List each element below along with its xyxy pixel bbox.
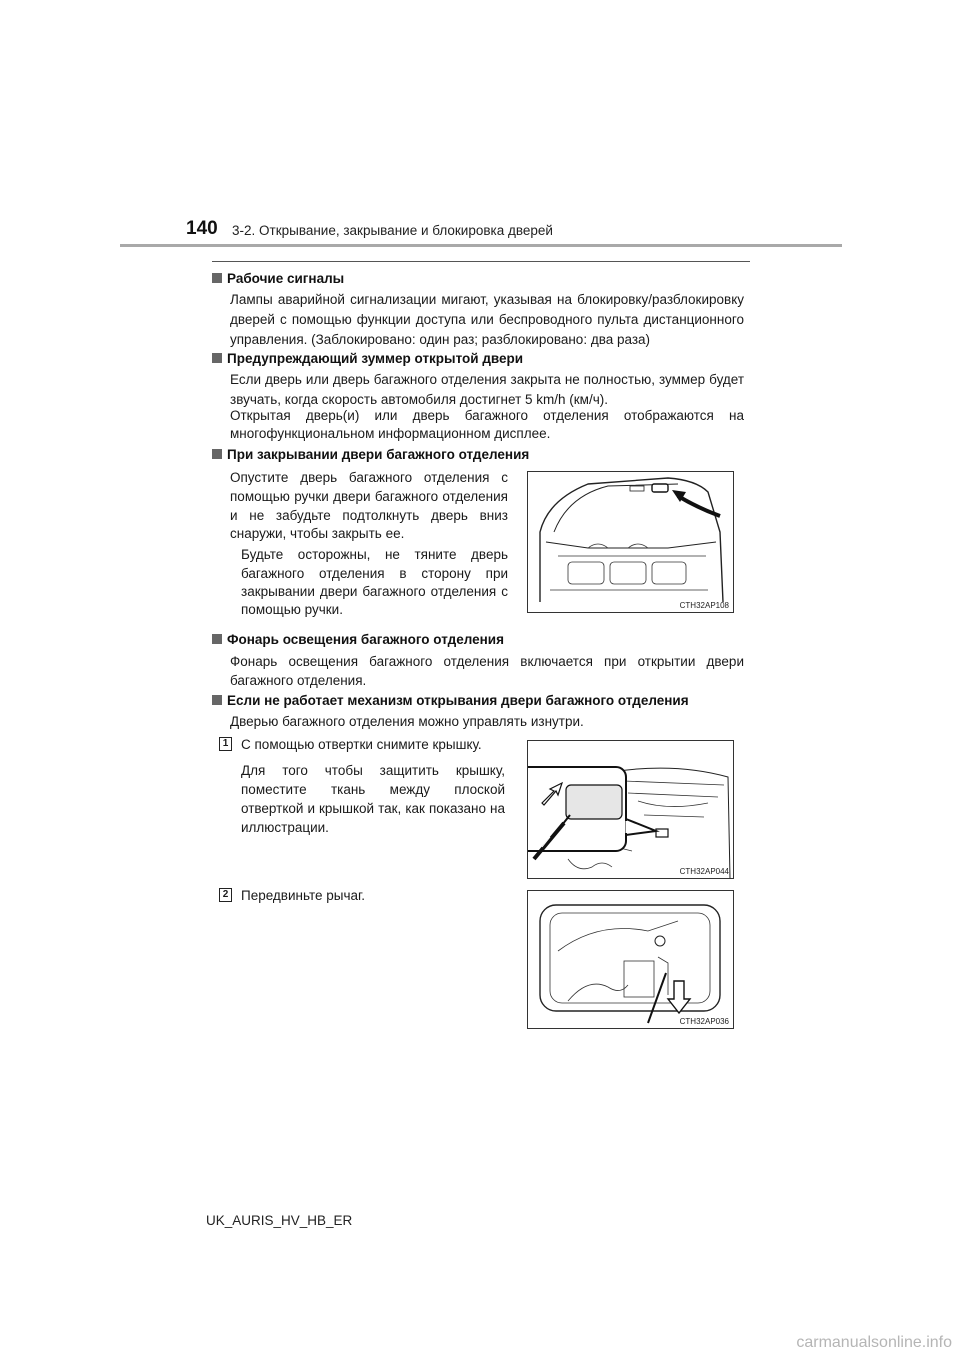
heading-luggage-light: Фонарь освещения багажного отделения (212, 631, 504, 649)
header-rule (120, 244, 842, 247)
manual-code: UK_AURIS_HV_HB_ER (206, 1213, 353, 1228)
paragraph-line: Дверью багажного отделения можно управлять изнутри. (230, 714, 584, 729)
paragraph-line: снаружи, чтобы закрыть ее. (230, 526, 405, 541)
watermark: carmanualsonline.info (796, 1334, 952, 1351)
step-note-line: Для того чтобы защитить крышку, (241, 763, 505, 778)
paragraph-line: Лампы аварийной сигнализации мигают, указывая на блокировку/разблокировку (230, 292, 744, 307)
square-bullet-icon (212, 449, 222, 459)
figure-code: CTH32AP036 (679, 1017, 729, 1026)
step-number-badge: 2 (219, 888, 232, 902)
paragraph-line: и не забудьте подтолкнуть дверь вниз (230, 508, 508, 523)
paragraph-line: Фонарь освещения багажного отделения включается при открытии двери (230, 654, 744, 669)
caution-line: закрывании двери багажного отделения с (241, 584, 508, 599)
paragraph-line: багажного отделения. (230, 673, 367, 688)
paragraph-line: управления. (Заблокировано: один раз; разблокировано: два раза) (230, 332, 651, 347)
step-note-line: отверткой и крышкой так, как показано на (241, 801, 505, 816)
figure-move-lever (527, 890, 734, 1029)
section-title: 3-2. Открывание, закрывание и блокировка дверей (232, 223, 553, 238)
figure-back-door-closing (527, 471, 734, 613)
heading-operation-signals: Рабочие сигналы (212, 270, 344, 288)
paragraph-line: Опустите дверь багажного отделения с (230, 470, 508, 485)
section-rule (212, 261, 750, 262)
paragraph-line: дверей с помощью функции доступа или беспроводного пульта дистанционного (230, 312, 744, 327)
step-note-line: иллюстрации. (241, 820, 329, 835)
caution-line: багажного отделения в сторону при (241, 566, 508, 581)
figure-code: CTH32AP044 (679, 867, 729, 876)
heading-closing-back-door: При закрывании двери багажного отделения (212, 446, 529, 464)
square-bullet-icon (212, 353, 222, 363)
lever-illustration (528, 891, 733, 1028)
paragraph-line: Открытая дверь(и) или дверь багажного отделения отображаются на (230, 408, 744, 423)
figure-code: CTH32AP108 (679, 601, 729, 610)
step-text: Передвиньте рычаг. (241, 888, 366, 903)
step-note-line: поместите ткань между плоской (241, 782, 505, 797)
page-number: 140 (186, 218, 218, 239)
square-bullet-icon (212, 634, 222, 644)
heading-opener-failure: Если не работает механизм открывания двери багажного отделения (212, 692, 689, 710)
paragraph-line: звучать, когда скорость автомобиля достигнет 5 km/h (км/ч). (230, 392, 608, 407)
step-text: С помощью отвертки снимите крышку. (241, 737, 482, 752)
figure-remove-cover (527, 740, 734, 879)
heading-door-buzzer: Предупреждающий зуммер открытой двери (212, 350, 523, 368)
hatchback-open-illustration (528, 472, 733, 612)
paragraph-line: помощью ручки двери багажного отделения (230, 489, 508, 504)
caution-line: Будьте осторожны, не тяните дверь (241, 547, 508, 562)
square-bullet-icon (212, 695, 222, 705)
caution-line: помощью ручки. (241, 602, 343, 617)
paragraph-line: Если дверь или дверь багажного отделения закрыта не полностью, зуммер будет (230, 372, 744, 387)
cover-removal-illustration (528, 741, 733, 878)
square-bullet-icon (212, 273, 222, 283)
step-number-badge: 1 (219, 737, 232, 751)
paragraph-line: многофункциональном информационном дисплее. (230, 426, 551, 441)
